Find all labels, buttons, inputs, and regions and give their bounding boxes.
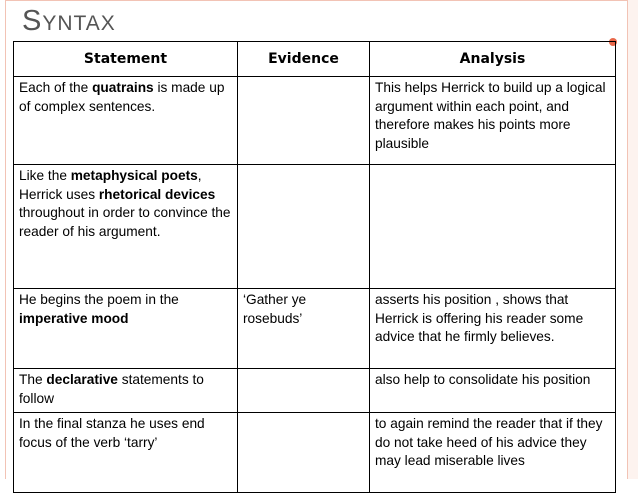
syntax-table	[13, 41, 616, 493]
table-row	[14, 77, 616, 165]
statement-cell	[14, 165, 238, 289]
text-run: statements to follow	[19, 372, 204, 406]
analysis-cell	[370, 165, 616, 289]
text-run: He begins the poem in the	[19, 292, 179, 307]
text-run: In the final stanza he uses end focus of the verb ‘tarry’	[19, 416, 205, 450]
bold-term: quatrains	[92, 80, 154, 95]
text-run: The	[19, 372, 47, 387]
header-row	[14, 42, 616, 77]
header-statement: Statement	[14, 42, 238, 77]
text-run: , Herrick uses	[19, 168, 202, 202]
text-run: throughout in order to convince the reader of his argument.	[19, 205, 231, 239]
evidence-cell	[238, 165, 370, 289]
table-row	[14, 289, 616, 369]
header-evidence: Evidence	[238, 42, 370, 77]
evidence-cell	[238, 413, 370, 493]
evidence-cell: ‘Gather ye rosebuds’	[238, 289, 370, 369]
slide-title	[22, 5, 116, 37]
analysis-cell: This helps Herrick to build up a logical argument within each point, and therefore makes his points more plausible	[370, 77, 616, 165]
bold-term: declarative	[46, 372, 118, 387]
text-run: Each of the	[19, 80, 93, 95]
table-row	[14, 413, 616, 493]
text-run: Like the	[19, 168, 71, 183]
table-row	[14, 369, 616, 413]
slide-frame-top	[5, 0, 628, 1]
bold-term: rhetorical devices	[98, 186, 216, 202]
statement-cell	[14, 413, 238, 493]
bold-term: imperative mood	[19, 310, 129, 326]
statement-cell	[14, 369, 238, 413]
evidence-cell	[238, 369, 370, 413]
statement-cell	[14, 77, 238, 165]
slide-title-initial: S	[22, 5, 43, 37]
analysis-cell: also help to consolidate his position	[370, 369, 616, 413]
slide-frame-strip	[628, 0, 638, 479]
evidence-cell	[238, 77, 370, 165]
table-row	[14, 165, 616, 289]
analysis-cell: asserts his position , shows that Herrick is offering his reader some advice that he firmly believes.	[370, 289, 616, 369]
slide-title-rest: YNTAX	[42, 12, 116, 35]
analysis-cell: to again remind the reader that if they do not take heed of his advice they may lead miserable lives	[370, 413, 616, 493]
header-analysis: Analysis	[370, 42, 616, 77]
slide-frame-left	[5, 0, 6, 479]
text-run: is made up of complex sentences.	[19, 80, 225, 114]
bold-term: metaphysical poets	[70, 168, 198, 183]
statement-cell	[14, 289, 238, 369]
